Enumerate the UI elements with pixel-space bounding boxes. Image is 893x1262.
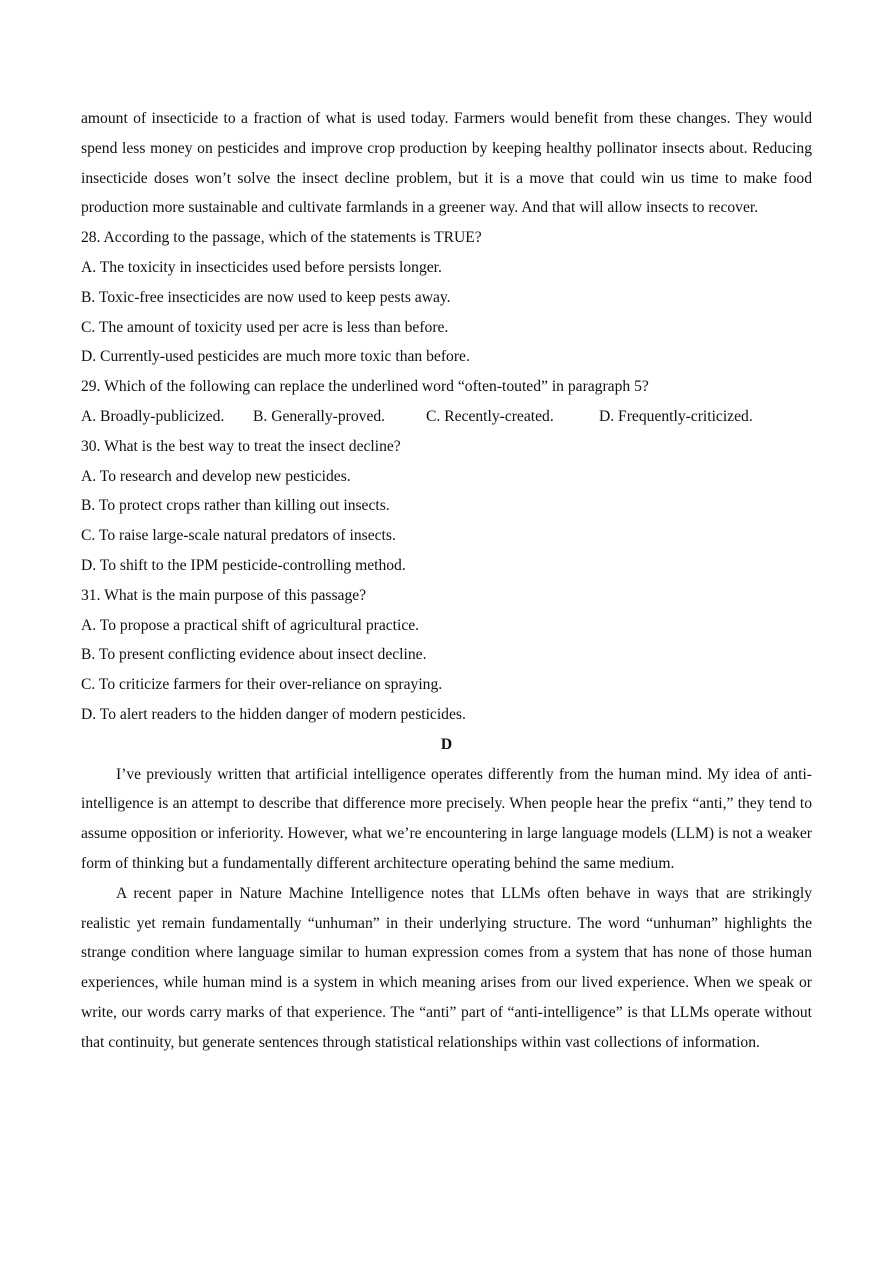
option-a: A. To propose a practical shift of agricultural practice. [81, 616, 420, 634]
question-stem: 30. What is the best way to treat the insect decline? [81, 437, 401, 455]
question-stem: 31. What is the main purpose of this passage? [81, 586, 367, 604]
option-d: D. To shift to the IPM pesticide-controlling method. [81, 556, 406, 574]
section-d-paragraph-2: A recent paper in Nature Machine Intelligence notes that LLMs often behave in ways that are strikingly realistic yet remain fundamentally “unhuman” in their underlying structure. The word “unhuman” highlights the strange condition where language similar to human expression comes from a system that has none of those human experiences, while human mind is a system in which meaning arises from our lived experience. When we speak or write, our words carry marks of that experience. The “anti” part of “anti-intelligence” is that LLMs operate without that continuity, but generate sentences through statistical relationships within vast collections of information. [81, 884, 812, 1051]
question-30 [81, 432, 812, 581]
option-d: D. Currently-used pesticides are much more toxic than before. [81, 348, 470, 366]
option-b: B. To protect crops rather than killing out insects. [81, 497, 390, 515]
question-28 [81, 223, 812, 372]
passage-c-final-paragraph: amount of insecticide to a fraction of what is used today. Farmers would benefit from these changes. They would spend less money on pesticides and improve crop production by keeping healthy pollinator insects about. Reducing insecticide doses won’t solve the insect decline problem, but it is a move that could win us time to make food production more sustainable and cultivate farmlands in a greener way. And that will allow insects to recover. [81, 110, 812, 217]
question-stem: 28. According to the passage, which of the statements is TRUE? [81, 229, 482, 247]
options-row [81, 402, 812, 432]
question-29 [81, 372, 812, 432]
question-stem: 29. Which of the following can replace the underlined word “often-touted” in paragraph 5? [81, 378, 649, 396]
option-b: B. Generally-proved. [253, 407, 386, 425]
option-a: A. To research and develop new pesticides. [81, 467, 351, 485]
option-c: C. The amount of toxicity used per acre is less than before. [81, 318, 449, 336]
section-d-paragraph-1: I’ve previously written that artificial intelligence operates differently from the human mind. My idea of anti-intelligence is an attempt to describe that difference more precisely. When people hear the prefix “anti,” they tend to assume opposition or inferiority. However, what we’re encountering in large language models (LLM) is not a weaker form of thinking but a fundamentally different architecture operating behind the same medium. [81, 765, 812, 872]
option-a: A. The toxicity in insecticides used before persists longer. [81, 258, 442, 276]
section-d-title: D [440, 735, 453, 753]
option-a: A. Broadly-publicized. [81, 407, 225, 425]
option-b: B. To present conflicting evidence about insect decline. [81, 646, 427, 664]
question-31 [81, 581, 812, 730]
option-d: D. To alert readers to the hidden danger of modern pesticides. [81, 705, 466, 723]
option-c: C. To criticize farmers for their over-reliance on spraying. [81, 676, 443, 694]
option-d: D. Frequently-criticized. [599, 407, 753, 425]
option-c: C. Recently-created. [426, 407, 554, 425]
option-b: B. Toxic-free insecticides are now used to keep pests away. [81, 288, 451, 306]
option-c: C. To raise large-scale natural predators of insects. [81, 527, 396, 545]
exam-page [81, 104, 812, 1058]
